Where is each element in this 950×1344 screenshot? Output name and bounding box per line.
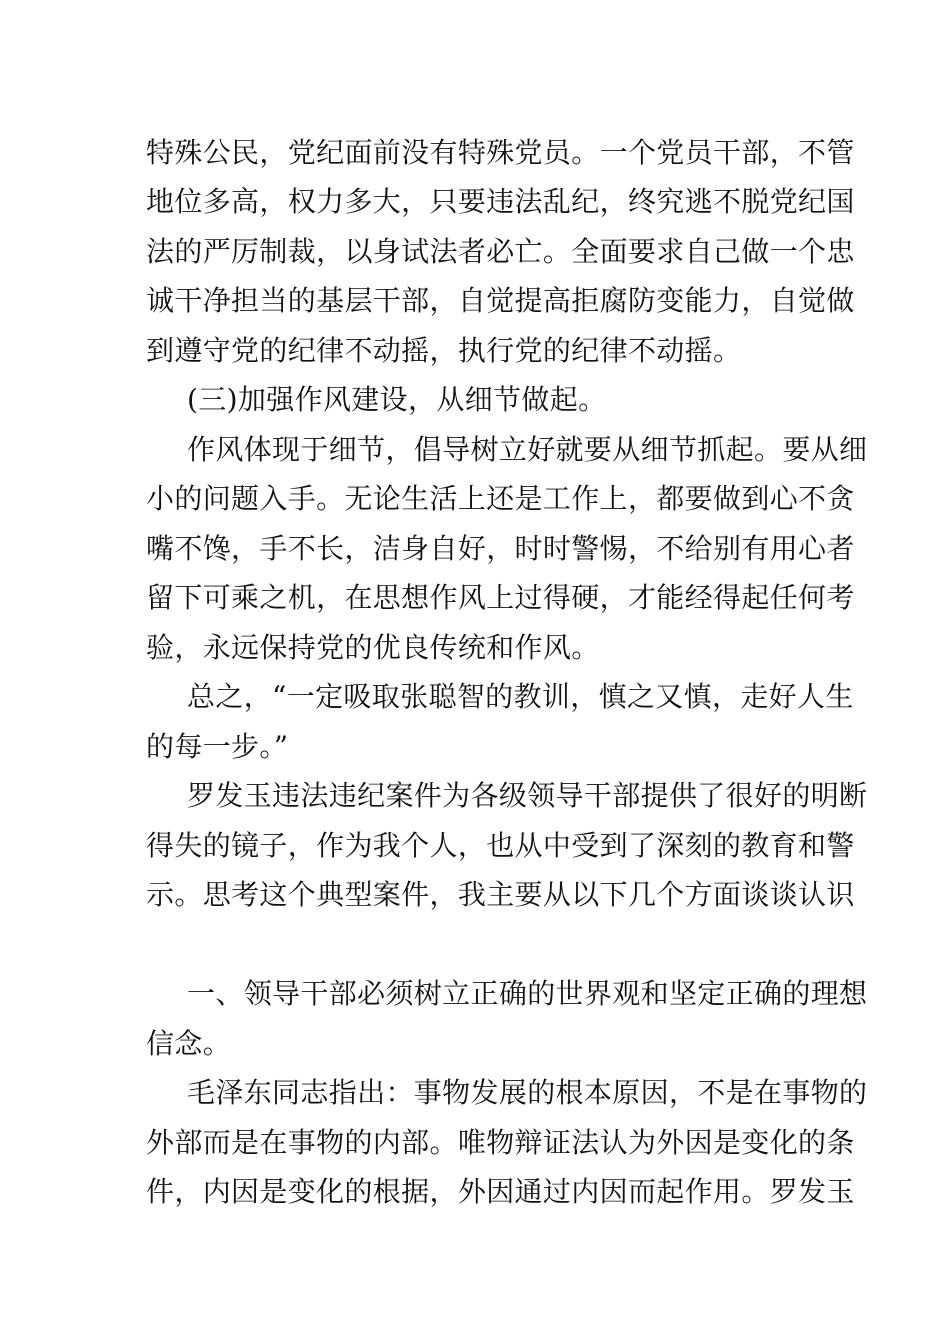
paragraph-line: 地位多高，权力多大，只要违法乱纪，终究逃不脱党纪国: [146, 185, 855, 218]
section-heading-continued: 信念。: [146, 1027, 232, 1060]
paragraph-line: 诚干净担当的基层干部，自觉提高拒腐防变能力，自觉做: [146, 284, 855, 317]
paragraph-line: 验，永远保持党的优良传统和作风。: [146, 631, 600, 664]
paragraph-line: 外部而是在事物的内部。唯物辩证法认为外因是变化的条: [146, 1126, 855, 1159]
paragraph-line: 得失的镜子，作为我个人，也从中受到了深刻的教育和警: [146, 829, 855, 862]
paragraph-line: 件，内因是变化的根据，外因通过内因而起作用。罗发玉: [146, 1175, 855, 1208]
paragraph-line: 罗发玉违法违纪案件为各级领导干部提供了很好的明断: [187, 779, 868, 812]
paragraph-line: 嘴不馋，手不长，洁身自好，时时警惕，不给别有用心者: [146, 532, 855, 565]
paragraph-line: 的每一步。”: [146, 730, 289, 763]
paragraph-line: 特殊公民，党纪面前没有特殊党员。一个党员干部，不管: [146, 136, 855, 169]
section-heading: 一、领导干部必须树立正确的世界观和坚定正确的理想: [187, 977, 868, 1010]
paragraph-line: 到遵守党的纪律不动摇，执行党的纪律不动摇。: [146, 334, 742, 367]
section-heading: (三)加强作风建设，从细节做起。: [187, 383, 607, 416]
paragraph-line: 毛泽东同志指出：事物发展的根本原因，不是在事物的: [187, 1076, 868, 1109]
paragraph-line: 总之，“一定吸取张聪智的教训，慎之又慎，走好人生: [187, 680, 854, 713]
paragraph-line: 法的严厉制裁，以身试法者必亡。全面要求自己做一个忠: [146, 235, 855, 268]
paragraph-line: 留下可乘之机，在思想作风上过得硬，才能经得起任何考: [146, 581, 855, 614]
paragraph-line: 小的问题入手。无论生活上还是工作上，都要做到心不贪: [146, 482, 855, 515]
paragraph-line: 作风体现于细节，倡导树立好就要从细节抓起。要从细: [187, 433, 868, 466]
paragraph-line: 示。思考这个典型案件，我主要从以下几个方面谈谈认识: [146, 878, 855, 911]
